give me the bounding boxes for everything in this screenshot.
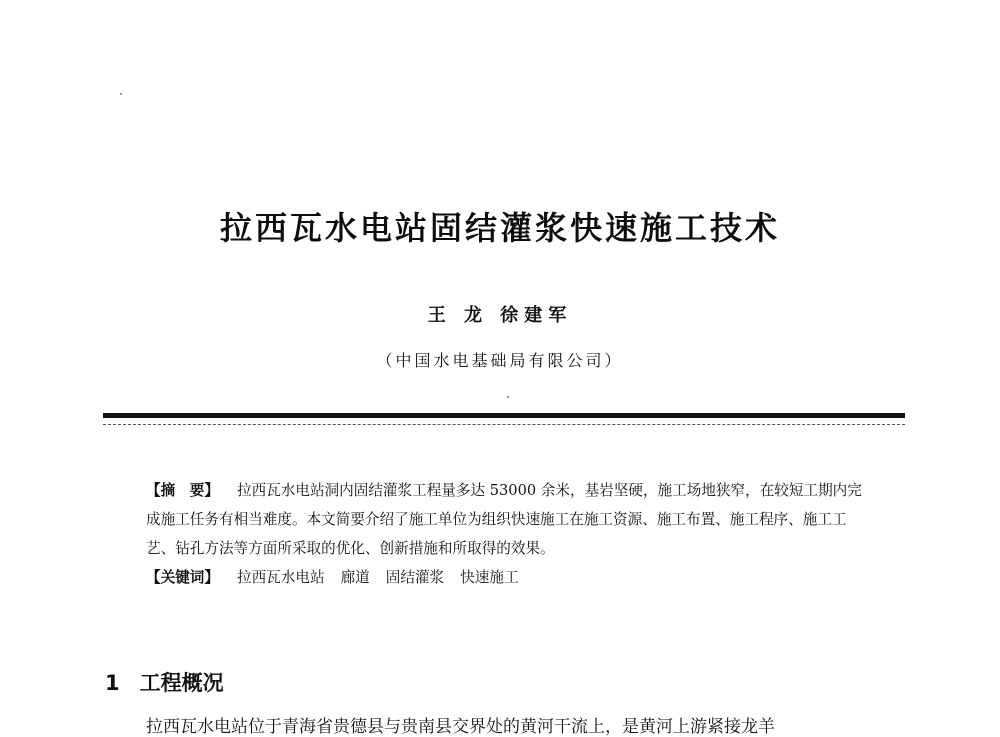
abstract-block: [146, 476, 862, 592]
keywords-label: 【关键词】: [146, 569, 219, 586]
section-body-first-line: 拉西瓦水电站位于青海省贵德县与贵南县交界处的黄河干流上，是黄河上游紧接龙羊: [146, 717, 775, 737]
paper-affiliation: （中国水电基础局有限公司）: [376, 351, 624, 370]
paper-authors: 王 龙 徐建军: [427, 305, 573, 326]
header-rule-thin: [103, 424, 905, 425]
section-number: 1: [105, 671, 120, 695]
section-title: 工程概况: [139, 671, 224, 695]
keywords-line: [146, 563, 862, 592]
abstract-label: 【摘 要】: [146, 482, 219, 499]
keyword-item: 廊道: [340, 569, 370, 586]
abstract-paragraph: [146, 476, 862, 563]
scan-speck: [507, 396, 509, 398]
scan-speck: [120, 93, 122, 95]
keyword-item: 快速施工: [460, 569, 519, 586]
keyword-item: 拉西瓦水电站: [236, 569, 325, 586]
paper-title: 拉西瓦水电站固结灌浆快速施工技术: [219, 209, 780, 247]
header-rule-thick: [103, 413, 905, 418]
abstract-text: 拉西瓦水电站洞内固结灌浆工程量多达 53000 余米，基岩坚硬，施工场地狭窄，在较短工期内完成施工任务有相当难度。本文简要介绍了施工单位为组织快速施工在施工资源、施工布置、施工程序、施工工艺、钻孔方法等方面所采取的优化、创新措施和所取得的效果。: [146, 482, 862, 557]
keyword-item: 固结灌浆: [385, 569, 445, 586]
section-heading: [105, 667, 224, 697]
